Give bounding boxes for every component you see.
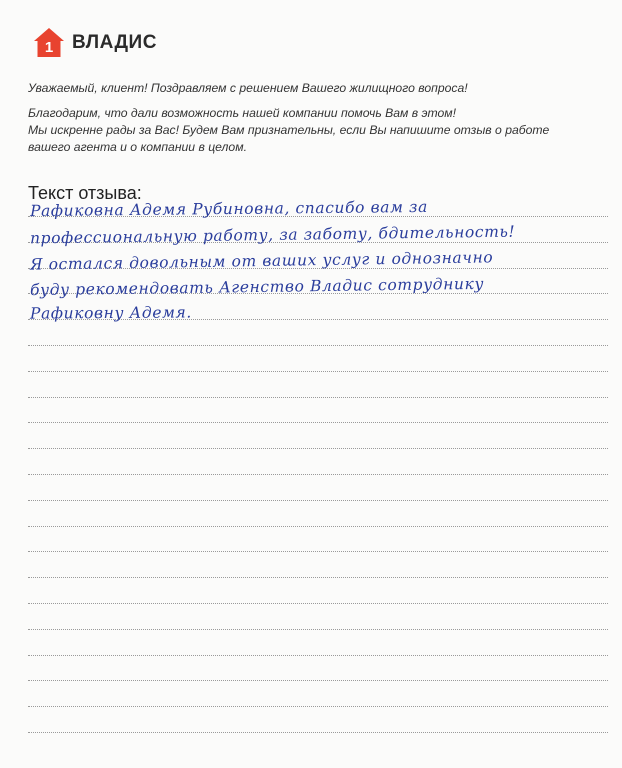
ruled-line <box>28 577 608 578</box>
thanks-text-line-2: Мы искренне рады за Вас! Будем Вам признательны, если Вы напишите отзыв о работе <box>28 123 550 137</box>
logo-text: ВЛАДИС <box>72 32 157 53</box>
thanks-text-line-3: вашего агента и о компании в целом. <box>28 140 247 154</box>
handwritten-line: буду рекомендовать Агенство Владис сотруднику <box>29 274 485 300</box>
ruled-line <box>28 371 608 372</box>
svg-text:1: 1 <box>44 39 54 56</box>
ruled-line <box>28 526 608 527</box>
ruled-line <box>28 474 608 475</box>
ruled-line <box>28 732 608 733</box>
greeting-text: Уважаемый, клиент! Поздравляем с решением Вашего жилищного вопроса! <box>28 81 468 95</box>
ruled-line <box>28 629 608 630</box>
ruled-line <box>28 551 608 552</box>
review-title: Текст отзыва: <box>28 183 142 203</box>
handwritten-line: Рафиковну Адемя. <box>29 303 192 323</box>
ruled-line <box>28 500 608 501</box>
ruled-line <box>28 345 608 346</box>
ruled-lines <box>28 0 608 768</box>
thanks-text-line-1: Благодарим, что дали возможность нашей компании помочь Вам в этом! <box>28 106 457 120</box>
ruled-line <box>28 603 608 604</box>
handwritten-line: Я остался довольным от ваших услуг и однозначно <box>29 248 494 274</box>
ruled-line <box>28 448 608 449</box>
ruled-line <box>28 706 608 707</box>
ruled-line <box>28 397 608 398</box>
handwritten-line: профессиональную работу, за заботу, бдительность! <box>29 222 516 248</box>
ruled-line <box>28 422 608 423</box>
handwritten-line: Рафиковна Адемя Рубиновна, спасибо вам за <box>29 197 428 221</box>
ruled-line <box>28 680 608 681</box>
ruled-line <box>28 655 608 656</box>
